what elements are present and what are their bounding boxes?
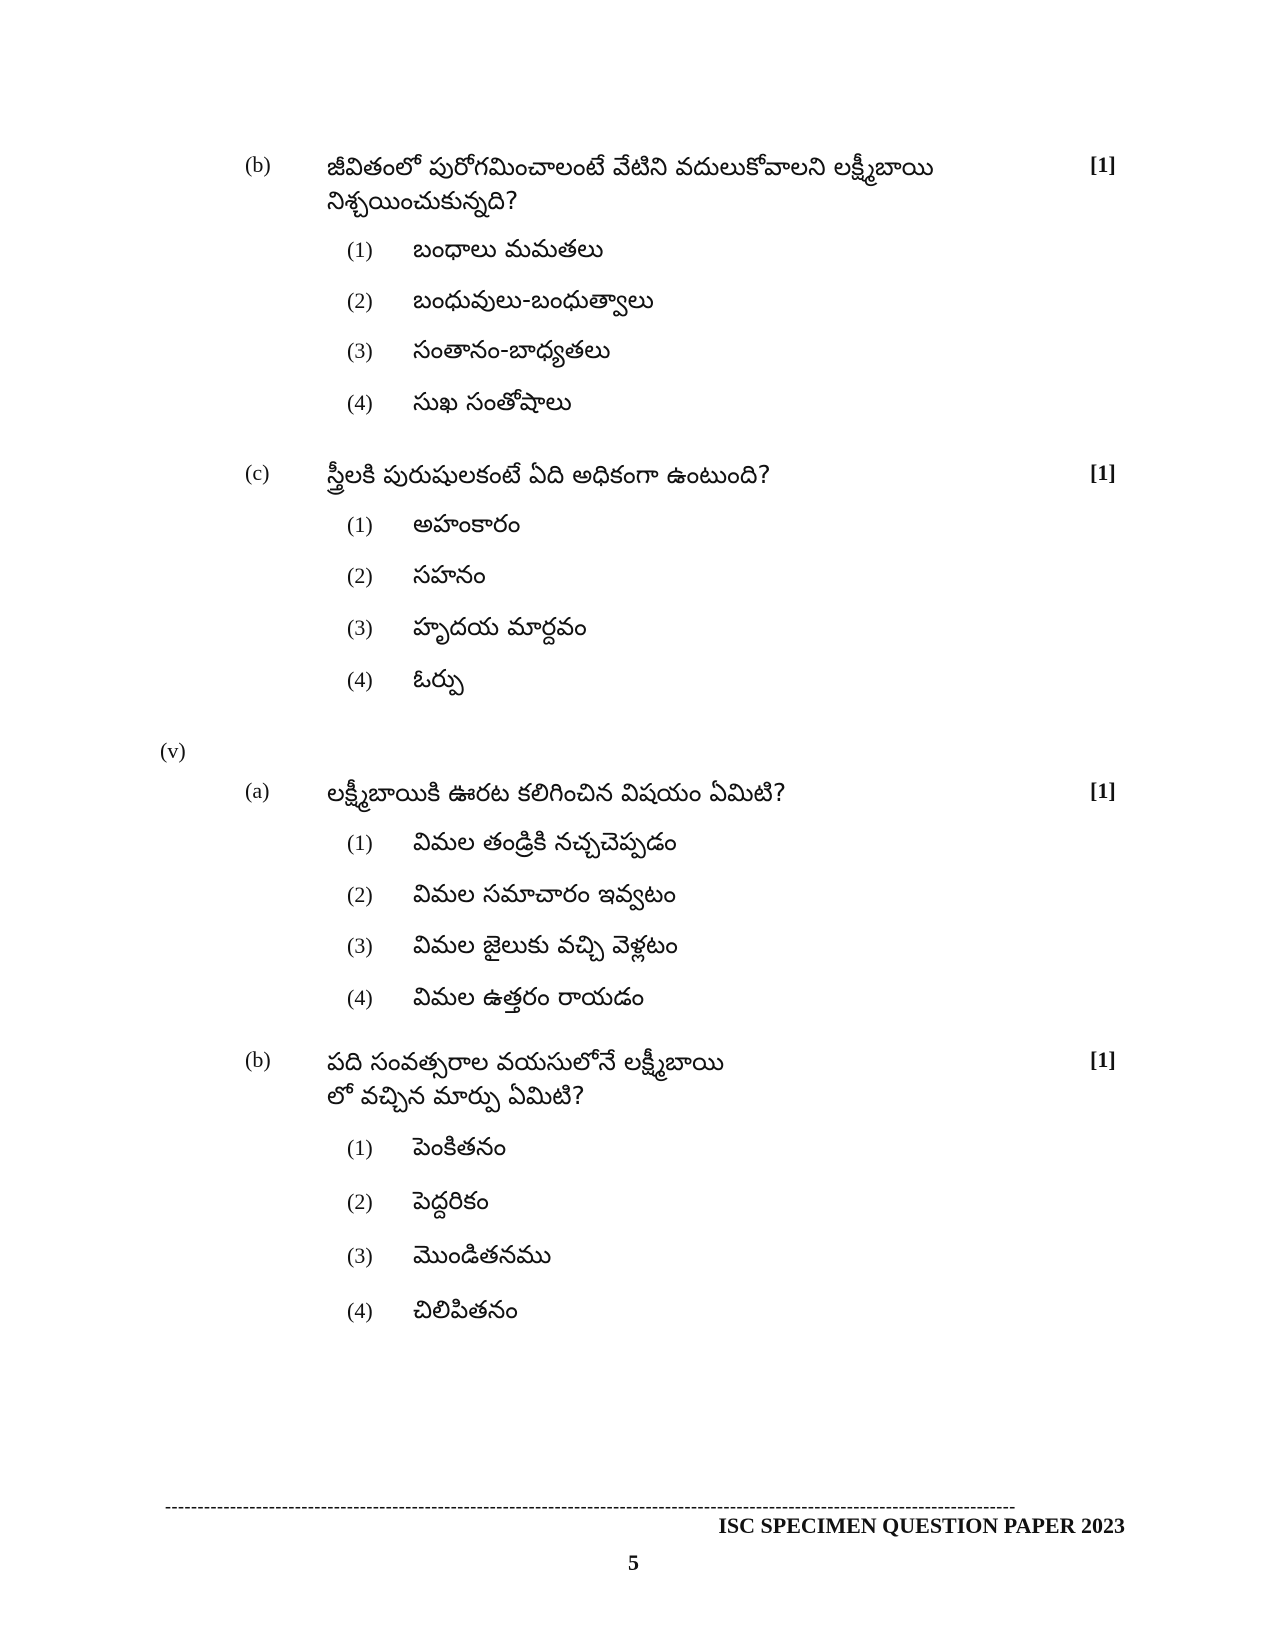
option-text: సుఖ సంతోషాలు <box>413 387 572 416</box>
option-text: హృదయ మార్దవం <box>413 612 587 641</box>
option-number: (4) <box>347 390 373 415</box>
question-text <box>327 1045 1067 1113</box>
option-number: (3) <box>347 933 373 958</box>
option-text: విమల తండ్రికి నచ్చచెప్పడం <box>413 827 677 856</box>
marks-badge: [1] <box>1090 778 1116 803</box>
question-text-line: పది సంవత్సరాల వయసులోనే లక్ష్మీబాయి <box>327 1047 725 1076</box>
question-text-line: జీవితంలో పురోగమించాలంటే వేటిని వదులుకోవాలని లక్ష్మీబాయి <box>327 152 934 181</box>
question-text-line: స్త్రీలకి పురుషులకంటే ఏది అధికంగా ఉంటుంది? <box>327 460 771 489</box>
marks-badge: [1] <box>1090 460 1116 485</box>
question-label: (c) <box>245 460 270 485</box>
question-text-line: నిశ్చయించుకున్నది? <box>327 186 519 215</box>
question-label: (a) <box>245 778 270 803</box>
option-text: చిలిపితనం <box>413 1295 518 1324</box>
option-number: (1) <box>347 1135 373 1160</box>
option-number: (1) <box>347 830 373 855</box>
part-label: (v) <box>160 738 186 763</box>
option-number: (2) <box>347 1189 373 1214</box>
question-text <box>327 150 1067 218</box>
question-text <box>327 458 1067 492</box>
question-text-line: లో వచ్చిన మార్పు ఏమిటి? <box>327 1081 585 1110</box>
option-text: సహనం <box>413 560 486 589</box>
option-number: (4) <box>347 667 373 692</box>
option-text: అహంకారం <box>413 509 521 538</box>
option-number: (4) <box>347 1298 373 1323</box>
option-text: విమల సమాచారం ఇవ్వటం <box>413 879 677 908</box>
option-number: (4) <box>347 985 373 1010</box>
option-number: (2) <box>347 882 373 907</box>
option-text: ఓర్పు <box>413 664 464 693</box>
option-text: సంతానం-బాధ్యతలు <box>413 335 611 364</box>
footer-rule: ----------------------------------------------------------------------------------------------------------------------------------- <box>165 1496 1016 1516</box>
option-text: పెంకితనం <box>413 1132 507 1161</box>
question-label: (b) <box>245 1047 271 1072</box>
footer-title: ISC SPECIMEN QUESTION PAPER 2023 <box>718 1513 1125 1538</box>
option-text: బంధువులు-బంధుత్వాలు <box>413 285 654 314</box>
option-number: (3) <box>347 338 373 363</box>
option-number: (1) <box>347 512 373 537</box>
option-text: మొండితనము <box>413 1240 552 1269</box>
option-number: (2) <box>347 563 373 588</box>
option-number: (3) <box>347 1243 373 1268</box>
page-number: 5 <box>628 1550 639 1575</box>
marks-badge: [1] <box>1090 152 1116 177</box>
question-text <box>327 776 1067 810</box>
marks-badge: [1] <box>1090 1047 1116 1072</box>
question-label: (b) <box>245 152 271 177</box>
option-text: విమల జైలుకు వచ్చి వెళ్లటం <box>413 930 678 959</box>
option-text: బంధాలు మమతలు <box>413 234 604 263</box>
option-number: (3) <box>347 615 373 640</box>
option-number: (1) <box>347 237 373 262</box>
question-text-line: లక్ష్మీబాయికి ఊరట కలిగించిన విషయం ఏమిటి? <box>327 778 787 807</box>
option-text: పెద్దరికం <box>413 1186 489 1215</box>
option-text: విమల ఉత్తరం రాయడం <box>413 982 645 1011</box>
option-number: (2) <box>347 288 373 313</box>
